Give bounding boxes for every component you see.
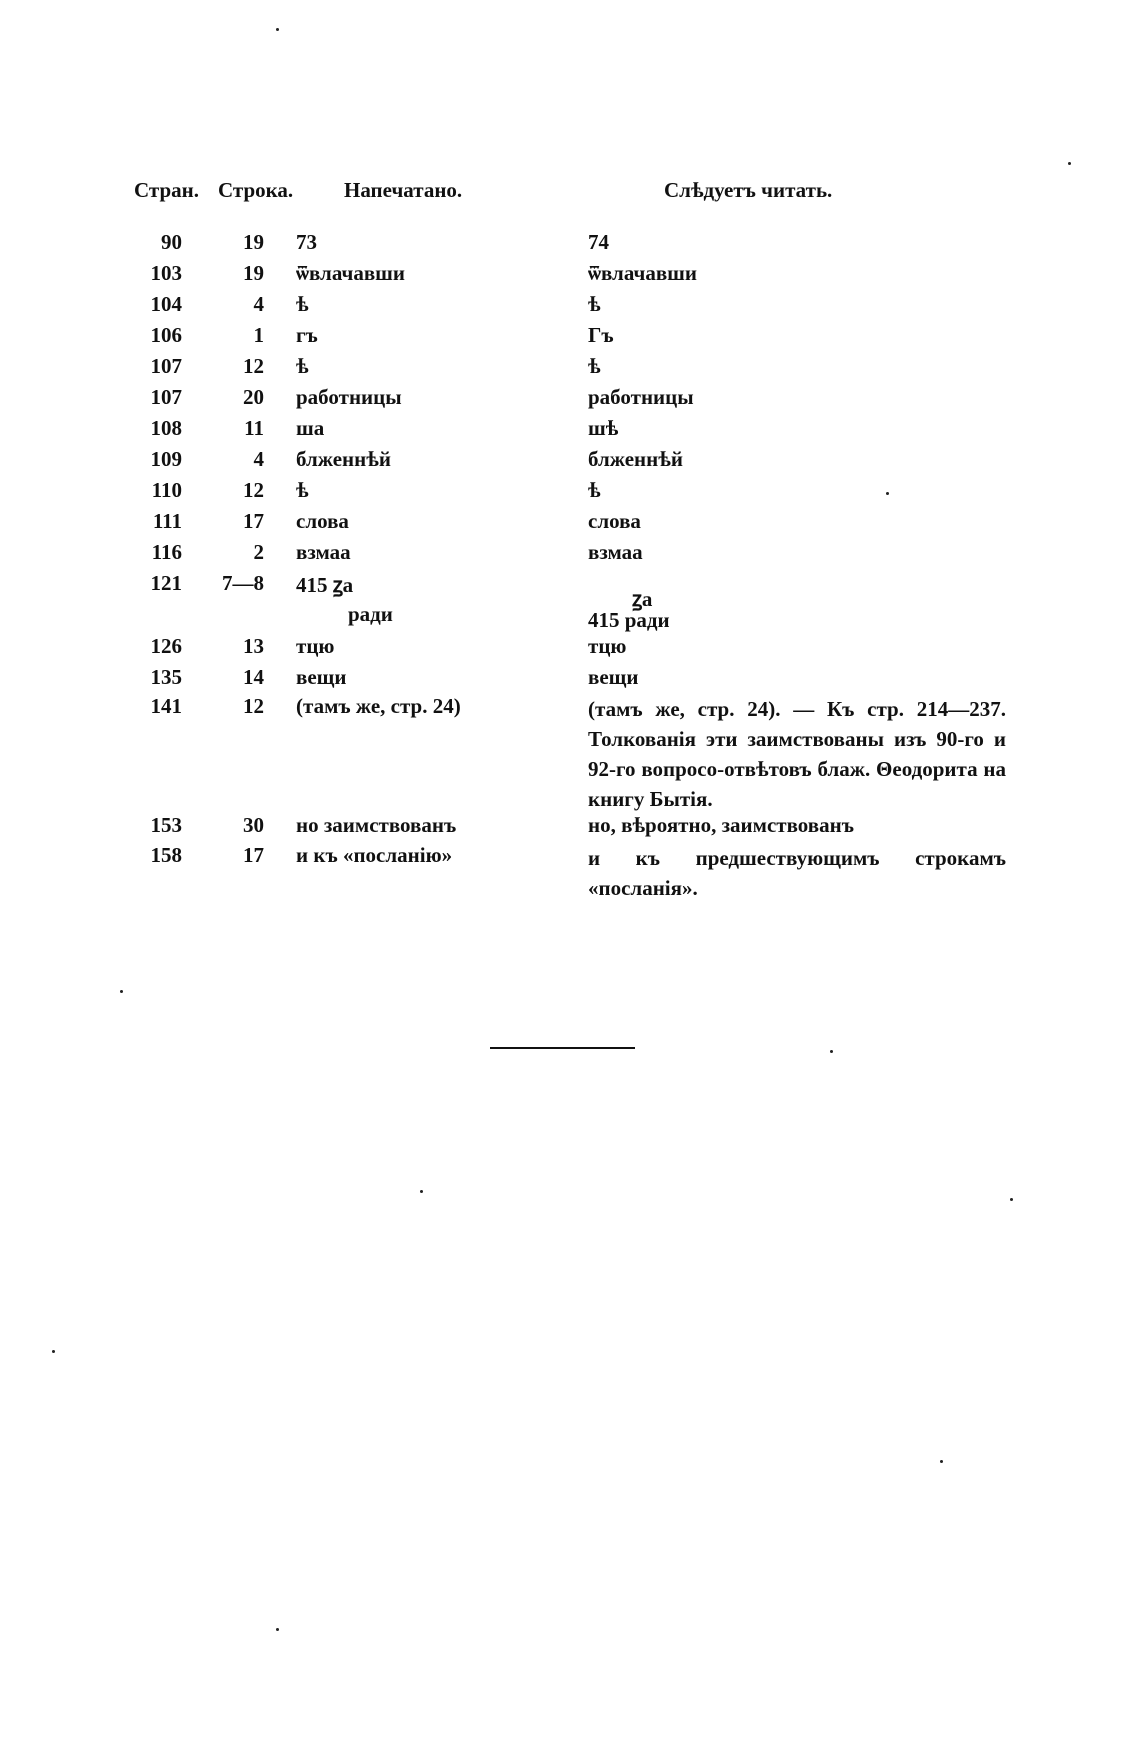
errata-row bbox=[0, 416, 1140, 446]
line-number: 17 bbox=[243, 509, 264, 533]
scan-speck bbox=[52, 1350, 55, 1353]
printed-text: ѣ bbox=[296, 354, 309, 378]
errata-row bbox=[0, 694, 1140, 811]
errata-row bbox=[0, 447, 1140, 477]
correction-text: 74 bbox=[588, 230, 609, 254]
correction-text: работницы bbox=[588, 385, 694, 409]
page-number: 104 bbox=[150, 292, 182, 316]
correction-text: но, вѣроятно, заимствованъ bbox=[588, 813, 854, 837]
correction-text: слова bbox=[588, 509, 641, 533]
header-printed: Напечатано. bbox=[344, 178, 463, 202]
page-number: 153 bbox=[150, 813, 182, 837]
line-number: 19 bbox=[243, 261, 264, 285]
correction-text: Гъ bbox=[588, 323, 614, 347]
printed-text: тцю bbox=[296, 634, 335, 658]
errata-row bbox=[0, 665, 1140, 695]
scan-speck bbox=[1010, 1198, 1013, 1201]
header-should-read: Слѣдуетъ читать. bbox=[664, 178, 833, 202]
printed-text: вещи bbox=[296, 665, 347, 689]
printed-text: ѣ bbox=[296, 478, 309, 502]
scan-speck bbox=[276, 1628, 279, 1631]
correction-text: ѣ bbox=[588, 292, 601, 316]
line-number: 7—8 bbox=[222, 571, 264, 595]
line-number: 12 bbox=[243, 478, 264, 502]
page-number: 90 bbox=[161, 230, 182, 254]
printed-text: блженнѣй bbox=[296, 447, 391, 471]
line-number: 11 bbox=[244, 416, 264, 440]
line-number: 30 bbox=[243, 813, 264, 837]
correction-text: тцю bbox=[588, 634, 627, 658]
errata-row bbox=[0, 354, 1140, 384]
end-rule bbox=[490, 1047, 635, 1049]
printed-text: но заимствованъ bbox=[296, 813, 457, 837]
printed-text: и къ «посланію» bbox=[296, 843, 453, 867]
line-number: 4 bbox=[253, 292, 264, 316]
correction-text: (тамъ же, стр. 24). — Къ стр. 214—237. Толкованія эти заимствованы изъ 90-го и 92-го вопросо-отвѣтовъ блаж. Θеодорита на книгу Бытія. bbox=[588, 697, 1006, 811]
scan-speck bbox=[120, 990, 123, 993]
page-number: 141 bbox=[150, 694, 182, 718]
errata-row-continued bbox=[0, 602, 1140, 632]
scan-speck bbox=[276, 28, 279, 31]
scan-speck bbox=[886, 492, 889, 495]
line-number: 4 bbox=[253, 447, 264, 471]
errata-row bbox=[0, 540, 1140, 570]
scan-speck bbox=[940, 1460, 943, 1463]
page-number: 106 bbox=[150, 323, 182, 347]
page-number: 107 bbox=[150, 354, 182, 378]
printed-text: работницы bbox=[296, 385, 402, 409]
scan-speck bbox=[420, 1190, 423, 1193]
page-number: 116 bbox=[151, 540, 182, 564]
line-number: 17 bbox=[243, 843, 264, 867]
correction-text: и къ предшествующимъ строкамъ «посланія». bbox=[588, 846, 1006, 900]
correction-text: взмаа bbox=[588, 540, 643, 564]
line-number: 2 bbox=[253, 540, 264, 564]
page-number: 103 bbox=[150, 261, 182, 285]
header-page: Стран. bbox=[134, 178, 199, 202]
errata-row bbox=[0, 571, 1140, 611]
scan-speck bbox=[830, 1050, 833, 1053]
printed-text: ѣ bbox=[296, 292, 309, 316]
page-number: 158 bbox=[150, 843, 182, 867]
correction-text: ꙁа bbox=[632, 587, 653, 611]
printed-text: ша bbox=[296, 416, 325, 440]
page-number: 108 bbox=[150, 416, 182, 440]
page-number: 109 bbox=[150, 447, 182, 471]
printed-text: ѿвлачавши bbox=[296, 261, 406, 285]
errata-row bbox=[0, 323, 1140, 353]
errata-row bbox=[0, 385, 1140, 415]
line-number: 12 bbox=[243, 354, 264, 378]
printed-text: ради bbox=[348, 602, 393, 626]
printed-text: (тамъ же, стр. 24) bbox=[296, 694, 461, 718]
correction-text: вещи bbox=[588, 665, 639, 689]
errata-row bbox=[0, 843, 1140, 900]
page-number: 135 bbox=[150, 665, 182, 689]
correction-text: блженнѣй bbox=[588, 447, 683, 471]
line-number: 20 bbox=[243, 385, 264, 409]
printed-text: слова bbox=[296, 509, 349, 533]
header-line: Строка. bbox=[218, 178, 294, 202]
page-number: 111 bbox=[152, 509, 182, 533]
correction-text: 415 ради bbox=[588, 608, 670, 632]
correction-text: ѣ bbox=[588, 354, 601, 378]
line-number: 12 bbox=[243, 694, 264, 718]
errata-row bbox=[0, 509, 1140, 539]
page-number: 107 bbox=[150, 385, 182, 409]
errata-row bbox=[0, 478, 1140, 508]
line-number: 19 bbox=[243, 230, 264, 254]
correction-text: ѿвлачавши bbox=[588, 261, 698, 285]
line-number: 13 bbox=[243, 634, 264, 658]
printed-text: гъ bbox=[296, 323, 318, 347]
printed-text: взмаа bbox=[296, 540, 351, 564]
scan-speck bbox=[1068, 162, 1071, 165]
errata-row bbox=[0, 813, 1140, 843]
errata-row bbox=[0, 634, 1140, 664]
errata-row bbox=[0, 292, 1140, 322]
printed-text: 415 ꙁа bbox=[296, 573, 354, 597]
page-number: 126 bbox=[150, 634, 182, 658]
errata-row bbox=[0, 230, 1140, 260]
correction-text: ѣ bbox=[588, 478, 601, 502]
correction-text: шѣ bbox=[588, 416, 619, 440]
page-number: 110 bbox=[151, 478, 182, 502]
printed-text: 73 bbox=[296, 230, 317, 254]
line-number: 1 bbox=[253, 323, 264, 347]
line-number: 14 bbox=[243, 665, 264, 689]
page-number: 121 bbox=[150, 571, 182, 595]
errata-row bbox=[0, 261, 1140, 291]
